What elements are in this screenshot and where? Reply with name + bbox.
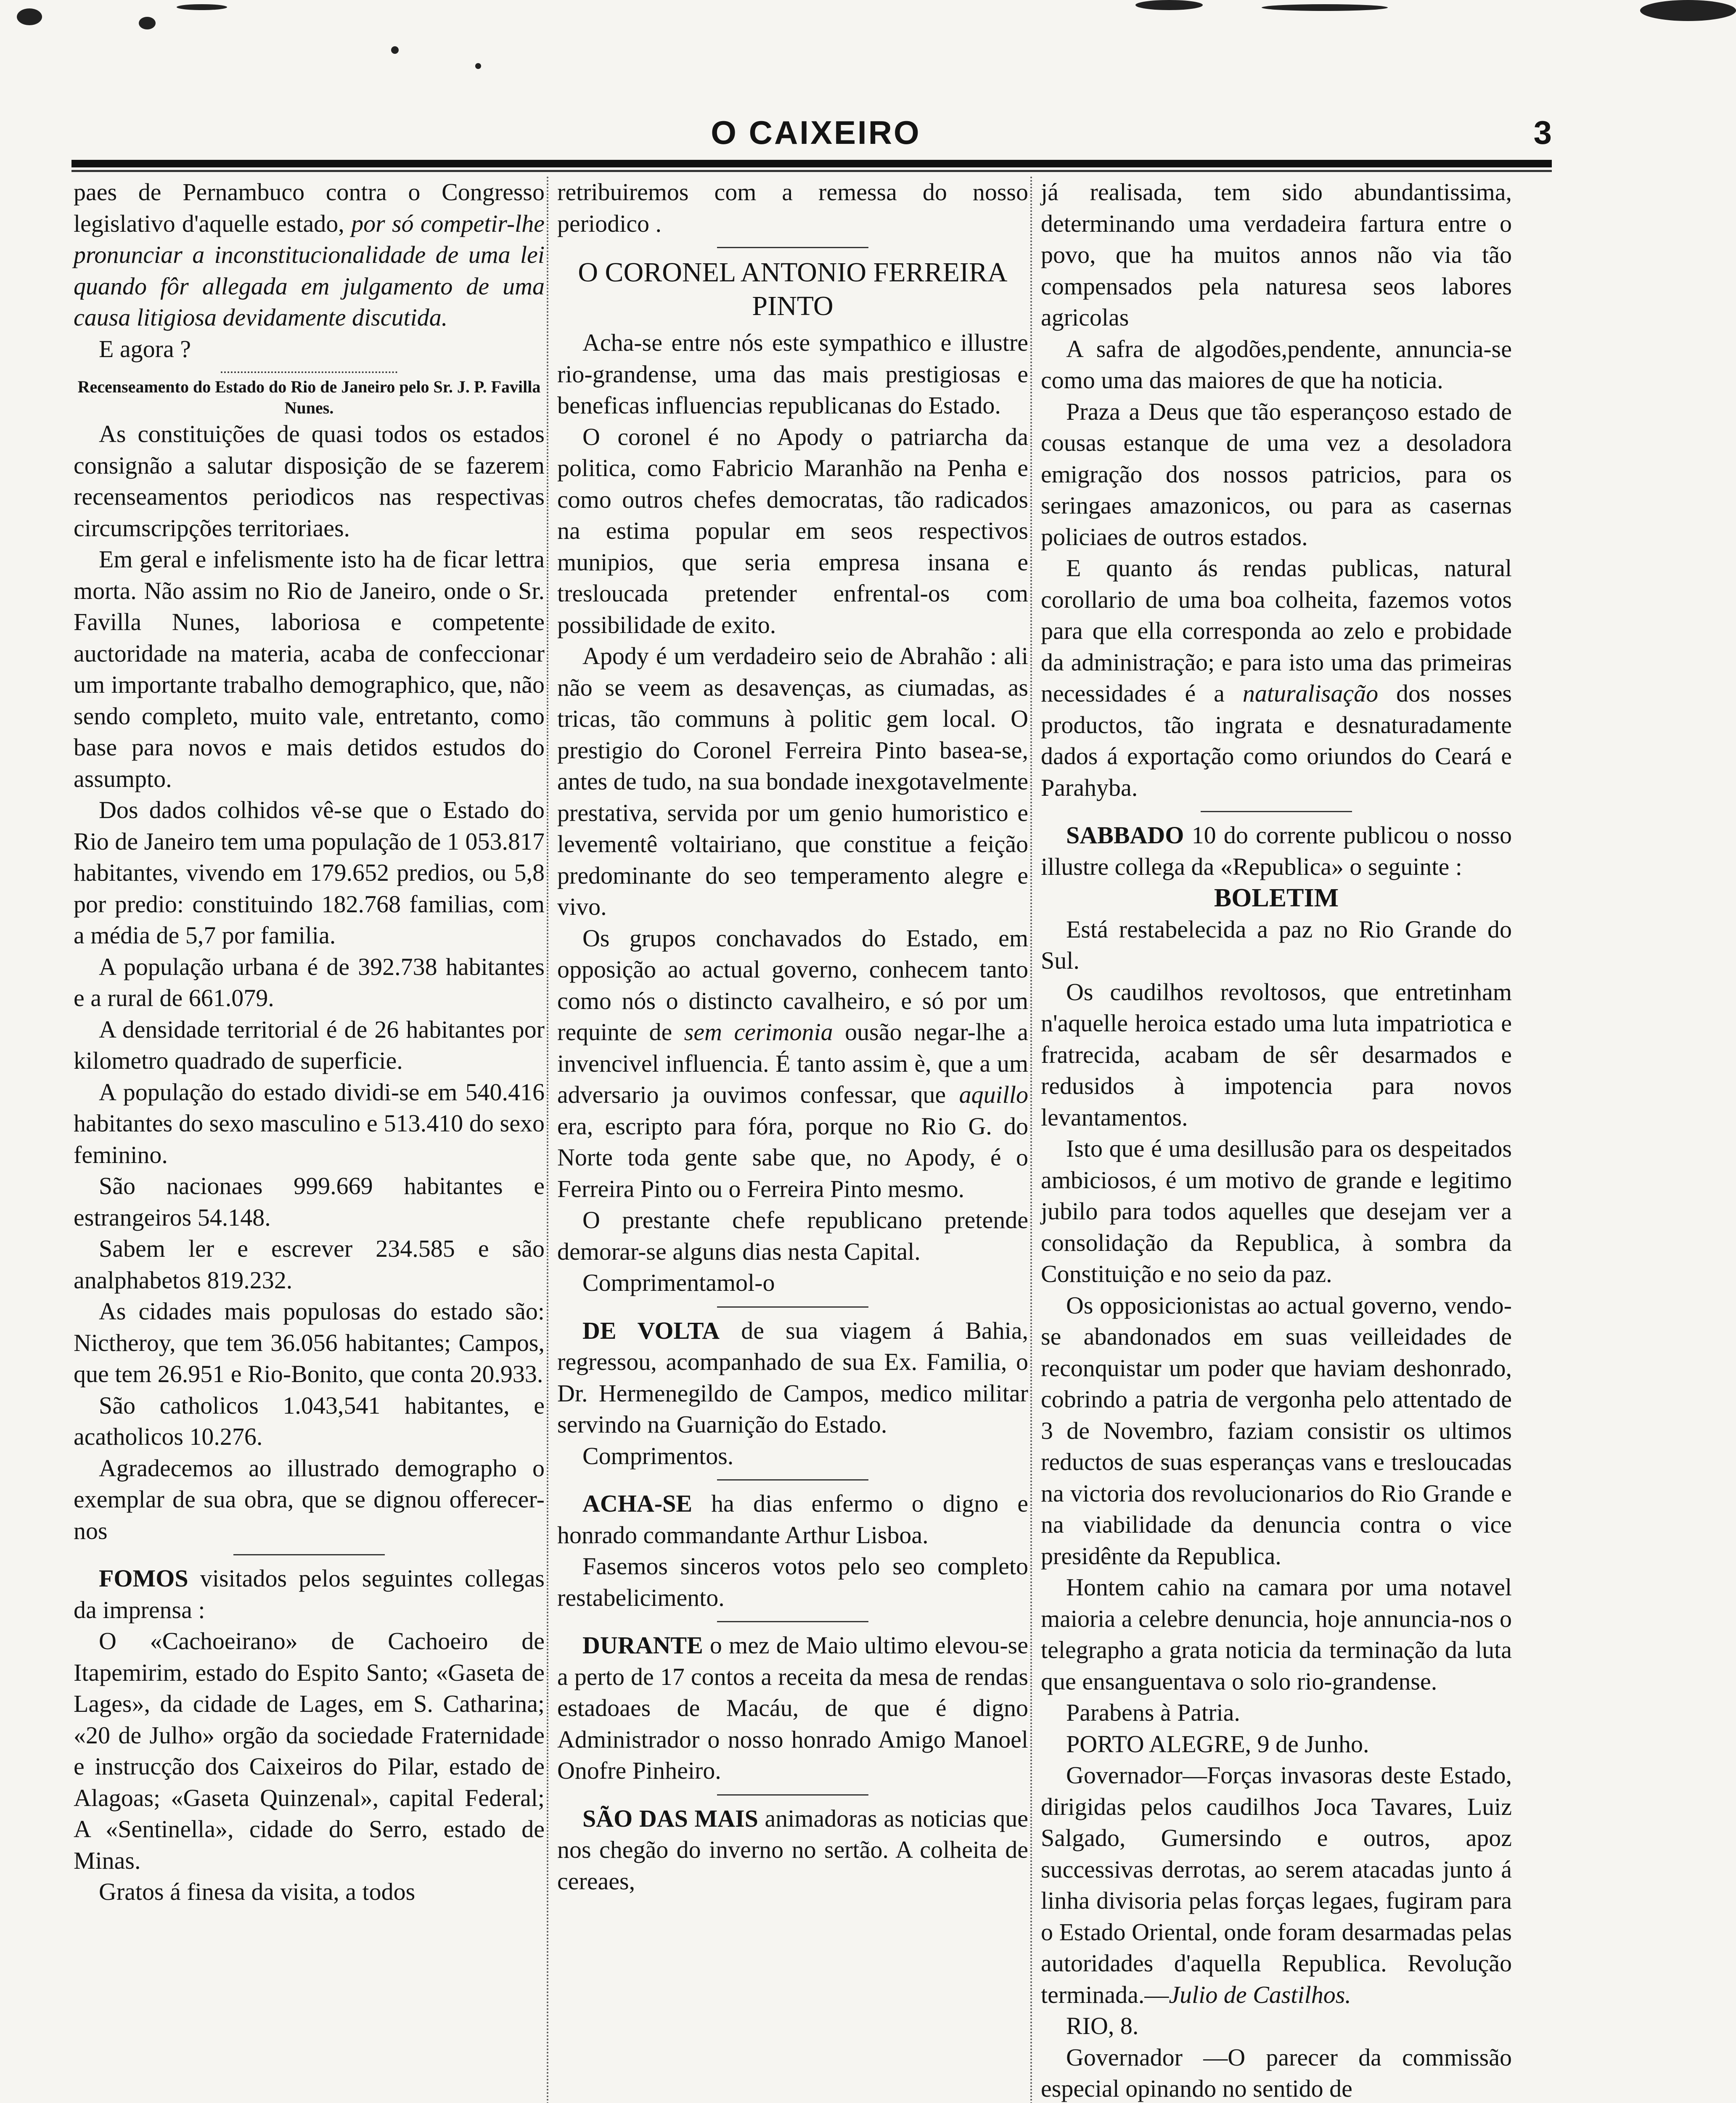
article-text: Está restabelecida a paz no Rio Grande do Sul. (1041, 915, 1512, 974)
article-text: A densidade territorial é de 26 habitantes por kilometro quadrado de superficie. (74, 1015, 545, 1074)
article-text: Governador —O parecer da commissão especial opinando no sentido de (1041, 2043, 1512, 2102)
article-text: Gratos á finesa da visita, a todos (99, 1878, 415, 1905)
article-text: já realisada, tem sido abundantissima, determinando uma verdadeira fartura entre o povo, que ha muitos annos não via tão compensados pela naturesa seos labores agricolas (1041, 178, 1512, 331)
column-1 (74, 177, 545, 1908)
section-divider (221, 368, 397, 373)
article-text: O prestante chefe republicano pretende demorar-se alguns dias nesta Capital. (557, 1206, 1028, 1265)
article-text: Em geral e infelismente isto ha de ficar lettra morta. Não assim no Rio de Janeiro, onde o Sr. Favilla Nunes, laboriosa e competente auctoridade na materia, acaba de confeccionar um importante trabalho demographico, que, não sendo completo, muito vale, entretanto, como base para novos e mais detidos estudos do assumpto. (74, 546, 545, 792)
ink-stain (1262, 4, 1388, 11)
article-text: Acha-se entre nós este sympathico e illustre rio-grandense, uma das mais prestigiosas e beneficas influencias republicanas do Estado. (557, 329, 1028, 419)
header-rule (71, 160, 1552, 167)
article-text: Dos dados colhidos vê-se que o Estado do Rio de Janeiro tem uma população de 1 053.817 habitantes, vivendo em 179.652 predios, ou 5,8 por predio: constituindo 182.768 familias, com a média de 5,7 por familia. (74, 796, 545, 949)
article-text: O coronel é no Apody o patriarcha da politica, como Fabricio Maranhão na Penha e como outros chefes democratas, tão radicados na estima popular em seos respectivos munipios, que seria empresa insana e tresloucada pretender enfrental-os com possibilidade de exito. (557, 423, 1028, 638)
column-2 (557, 177, 1028, 1897)
article-text: E quanto ás rendas publicas, natural corollario de uma boa colheita, fazemos votos para que ella corresponda ao zelo e probidade da administração; e para isto uma das primeiras necessidades é a naturalisação dos nosses productos, tão ingrata e desnaturadamente dados á exportação como oriundos do Ceará e Parahyba. (1041, 554, 1512, 801)
column-3 (1041, 177, 1512, 2103)
article-text: ACHA-SE ha dias enfermo o digno e honrado commandante Arthur Lisboa. (557, 1490, 1028, 1549)
article-text: FOMOS visitados pelos seguintes collegas da imprensa : (74, 1565, 545, 1624)
article-text: O «Cachoeirano» de Cachoeiro de Itapemirim, estado do Espito Santo; «Gaseta de Lages», da cidade de Lages, em S. Catharina; «20 de Julho» orgão da sociedade Fraternidade e instrucção dos Caixeiros do Pilar, estado de Alagoas; «Gaseta Quinzenal», capital Federal; A «Sentinella», cidade do Serro, estado de Minas. (74, 1627, 545, 1874)
section-divider (1201, 811, 1352, 812)
article-text: A população do estado dividi-se em 540.416 habitantes do sexo masculino e 513.410 do sexo feminino. (74, 1078, 545, 1168)
article-text: Comprimentamol-o (582, 1269, 775, 1296)
section-divider (717, 1306, 868, 1308)
section-divider (717, 1794, 868, 1796)
article-text: retribuiremos com a remessa do nosso periodico . (557, 178, 1028, 237)
article-text: Agradecemos ao illustrado demographo o exemplar de sua obra, que se dignou offerecer-nos (74, 1454, 545, 1544)
article-text: Hontem cahio na camara por uma notavel maioria a celebre denuncia, hoje annuncia-nos o telegrapho a grata noticia da terminação da luta que ensanguentava o solo rio-grandense. (1041, 1573, 1512, 1695)
article-text: A safra de algodões,pendente, annuncia-se como uma das maiores de que ha noticia. (1041, 335, 1512, 394)
article-text: RIO, 8. (1066, 2012, 1139, 2039)
article-text: Isto que é uma desillusão para os despeitados ambiciosos, é um motivo de grande e legitimo jubilo para todos aquelles que desejam ver a consolidação da Republica, à sombra da Constituição e no seio da paz. (1041, 1135, 1512, 1287)
ink-stain (139, 17, 156, 29)
article-text: Comprimentos. (582, 1442, 734, 1470)
article-text: As cidades mais populosas do estado são: Nictheroy, que tem 36.056 habitantes; Campos, que tem 26.951 e Rio-Bonito, que conta 20.933. (74, 1298, 545, 1388)
article-text: Praza a Deus que tão esperançoso estado de cousas estanque de uma vez a desoladora emigração dos nossos patricios, para os seringaes amazonicos, ou para as casernas policiaes de outros estados. (1041, 397, 1512, 551)
section-divider (233, 1554, 385, 1555)
header-rule-thin (71, 170, 1552, 172)
article-text: Os caudilhos revoltosos, que entretinham n'aquelle heroica estado uma luta impatriotica e fratrecida, acabam de sêr desarmados e redusidos à impotencia para novos levantamentos. (1041, 978, 1512, 1131)
page-number: 3 (1533, 114, 1552, 151)
ink-stain (1135, 0, 1203, 10)
section-divider (717, 1621, 868, 1622)
section-divider (717, 247, 868, 248)
column-separator (1030, 177, 1040, 2103)
article-text: Sabem ler e escrever 234.585 e são analphabetos 819.232. (74, 1235, 545, 1294)
article-text: Os grupos conchavados do Estado, em opposição ao actual governo, conhecem tanto como nós o distincto cavalheiro, e só por um requinte de sem cerimonia ousão negar-lhe a invencivel influencia. É tanto assim è, que a um adversario ja ouvimos confessar, que aquillo era, escripto para fóra, porque no Rio G. do Norte toda gente sabe que, no Apody, é o Ferreira Pinto ou o Ferreira Pinto mesmo. (557, 924, 1028, 1202)
page-header (80, 114, 1552, 160)
ink-stain (17, 8, 42, 25)
article-text: DE VOLTA de sua viagem á Bahia, regressou, acompanhado de sua Ex. Familia, o Dr. Hermenegildo de Campos, medico militar servindo na Guarnição do Estado. (557, 1316, 1028, 1438)
section-divider (717, 1479, 868, 1481)
article-text: Governador—Forças invasoras deste Estado, dirigidas pelos caudilhos Joca Tavares, Luiz Salgado, Gumersindo e outros, apoz successivas derrotas, ao serem atacadas junto á linha divisoria pelas forças legaes, fugiram para o Estado Oriental, onde foram desarmadas pelas autoridades d'aquella Republica. Revolução terminada.—Julio de Castilhos. (1041, 1761, 1512, 2008)
article-text: Os opposicionistas ao actual governo, vendo-se abandonados em suas veilleidades de reconquistar um poder que haviam deshonrado, cobrindo a patria de vergonha pelo attentado de 3 de Novembro, faziam consistir os ultimos reductos de suas esperanças vans e tresloucadas na victoria dos revolucionarios do Rio Grande e na viabilidade da denuncia contra o vice presidênte da Republica. (1041, 1291, 1512, 1570)
article-text: PORTO ALEGRE, 9 de Junho. (1066, 1730, 1369, 1758)
article-text: A população urbana é de 392.738 habitantes e a rural de 661.079. (74, 953, 545, 1012)
article-text: São nacionaes 999.669 habitantes e estrangeiros 54.148. (74, 1172, 545, 1231)
article-text: São catholicos 1.043,541 habitantes, e acatholicos 10.276. (74, 1391, 545, 1450)
article-text: Parabens à Patria. (1066, 1699, 1240, 1726)
ink-stain (475, 63, 481, 69)
article-text: DURANTE o mez de Maio ultimo elevou-se a perto de 17 contos a receita da mesa de rendas estadoaes de Macáu, de que é digno Administrador o nosso honrado Amigo Manoel Onofre Pinheiro. (557, 1632, 1028, 1784)
article-text: SÃO DAS MAIS animadoras as noticias que nos chegão do inverno no sertão. A colheita de cereaes, (557, 1804, 1028, 1895)
column-separator (547, 177, 557, 2103)
article-text: Apody é um verdadeiro seio de Abrahão : ali não se veem as desavenças, as ciumadas, as tricas, tão communs à politic gem local. O prestigio do Coronel Ferreira Pinto basea-se, antes de tudo, na sua bondade inexgotavelmente prestativa, servida por um genio humoristico e levementê voltairiano, que constitue a feição predominante do seo temperamento alegre e vivo. (557, 642, 1028, 920)
article-text: paes de Pernambuco contra o Congresso legislativo d'aquelle estado, por só competir-lhe pronunciar a inconstitucionalidade de uma lei quando fôr allegada em julgamento de uma causa litigiosa devidamente discutida. (74, 178, 545, 331)
article-heading: BOLETIM (1214, 884, 1339, 912)
article-text: Fasemos sinceros votos pelo seo completo restabelicimento. (557, 1552, 1028, 1611)
article-text: As constituições de quasi todos os estados consignão a salutar disposição de se fazerem recenseamentos periodicos nas respectivas circumscripções territoriaes. (74, 420, 545, 542)
masthead-title: O CAIXEIRO (711, 114, 921, 151)
ink-stain (391, 46, 399, 54)
article-text: SABBADO 10 do corrente publicou o nosso illustre collega da «Republica» o seguinte : (1041, 821, 1512, 880)
article-text: E agora ? (99, 335, 191, 363)
article-heading: O CORONEL ANTONIO FERREIRA PINTO (578, 257, 1008, 321)
ink-stain (177, 4, 227, 10)
article-heading: Recenseamento do Estado do Rio de Janeiro pelo Sr. J. P. Favilla Nunes. (77, 377, 541, 417)
ink-stain (1640, 0, 1736, 21)
